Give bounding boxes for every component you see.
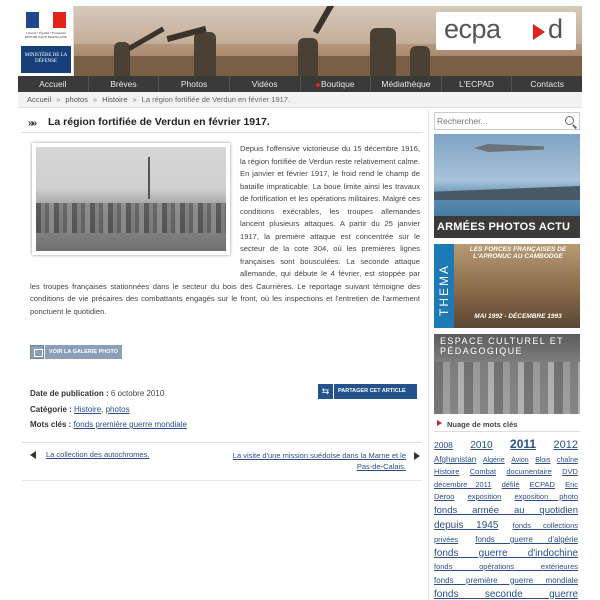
double-chevron-icon: »» (28, 118, 36, 129)
tag-link[interactable]: exposition photo (514, 492, 578, 501)
gallery-button[interactable]: VOIR LA GALERIE PHOTO (30, 345, 122, 359)
ecpad-logo[interactable]: ecpa d (436, 12, 576, 50)
pub-date: 6 octobre 2010 (110, 389, 165, 398)
tag-link[interactable]: 2008 (434, 440, 453, 450)
tag-link[interactable]: défilé (501, 479, 520, 489)
tag-link[interactable]: fonds collections (512, 521, 578, 530)
nav-boutique[interactable]: Boutique (301, 76, 372, 92)
arrow-right-icon (414, 452, 420, 460)
play-icon (533, 24, 545, 40)
breadcrumb-histoire[interactable]: Histoire (102, 95, 128, 104)
tag-link[interactable]: fonds première guerre mondiale (434, 575, 578, 585)
tag-link[interactable]: Combat (469, 467, 497, 476)
category-photos[interactable]: photos (105, 404, 130, 414)
promo-armees-photos-actu[interactable]: ARMÉES PHOTOS ACTU (434, 134, 580, 238)
nav-photos[interactable]: Photos (159, 76, 230, 92)
nav-contacts[interactable]: Contacts (530, 79, 564, 89)
promo-thema-cambodge[interactable]: THEMA LES FORCES FRANÇAISES DE L'APRONUC AU CAMBODGE MAI 1992 - DÉCEMBRE 1993 (434, 244, 580, 328)
tag-row (434, 546, 580, 561)
tag-link[interactable]: documentaire (506, 467, 552, 476)
ministry-logo[interactable]: Liberté • Égalité • Fraternité RÉPUBLIQUE FRANÇAISE MINISTÈRE DE LA DÉFENSE (18, 6, 74, 76)
nav-mediatheque[interactable]: Médiathèque (371, 76, 442, 92)
tag-link[interactable]: Deroo (434, 492, 455, 501)
search-box (434, 112, 580, 130)
tag-link[interactable]: fonds armée au quotidien (434, 504, 578, 516)
tag-link[interactable]: fonds guerre d'algérie (475, 535, 578, 544)
tag-link[interactable]: fonds seconde guerre (434, 588, 578, 600)
tag-link[interactable]: fonds opérations extérieures (434, 562, 578, 571)
tag-row (434, 561, 580, 574)
tag-link[interactable]: ECPAD (529, 479, 555, 489)
search-input[interactable] (437, 114, 557, 128)
breadcrumb: Accueil » photos » Histoire » La région fortifiée de Verdun en février 1917. (18, 92, 582, 108)
tag-link[interactable]: Eric (565, 479, 578, 489)
breadcrumb-photos[interactable]: photos (65, 95, 88, 104)
tag-link[interactable]: depuis 1945 (434, 520, 499, 531)
tag-row (434, 436, 580, 453)
tag-row (434, 479, 580, 492)
tag-row (434, 518, 580, 533)
arrow-left-icon (30, 451, 36, 459)
sidebar (432, 110, 582, 600)
header-banner (18, 6, 582, 76)
search-icon[interactable] (565, 116, 574, 125)
share-button[interactable]: ⇆ PARTAGER CET ARTICLE (318, 384, 417, 399)
tag-link[interactable]: 2011 (510, 437, 537, 451)
tag-link[interactable]: exposition (467, 492, 502, 501)
tag-cloud (434, 436, 580, 600)
tag-row (434, 453, 580, 466)
tag-link[interactable]: décembre 2011 (434, 479, 492, 489)
breadcrumb-accueil[interactable]: Accueil (27, 95, 52, 104)
article-body: Depuis l'offensive victorieuse du 15 décembre 1916, la région fortifiée de Verdun reste relativement calme. En janvier et février 1917, le froid rend le champ de bataille impraticable. La boue limite ainsi les travaux de fortification et les opérations militaires. Malgré ces conditions exécrables, les troupes allemandes lancent plusieurs attaques. A partir du 25 janvier 1917, la première attaque est concentrée sur le secteur de la cote 304, où les premières lignes françaises sont bousculées. La seconde attaque allemande, qui débute le 4 février, est stoppée par les troupes françaises stationnées dans le secteur du bois des Caurrières. Le reportage suivant témoigne des conditions de vie précaires des combattants engagés sur le front, où les inspections et l'entretien de l'armement ponctuent le quotidien. (30, 144, 420, 316)
tag-cloud-heading: Nuage de mots clés (434, 418, 580, 432)
keyword-link[interactable]: fonds première guerre mondiale (73, 420, 187, 429)
share-icon: ⇆ (318, 384, 333, 399)
triangle-icon (437, 420, 442, 426)
tag-row (434, 504, 580, 519)
article-title-bar (22, 113, 422, 133)
cart-dot-icon (316, 83, 320, 87)
tag-link[interactable]: fonds guerre d'indochine (434, 548, 578, 559)
nav-accueil[interactable]: Accueil (18, 76, 89, 92)
nav-videos[interactable]: Vidéos (230, 76, 301, 92)
tag-row (434, 533, 580, 546)
promo-espace-culturel[interactable]: ESPACE CULTUREL ET PÉDAGOGIQUE (434, 334, 580, 414)
article-meta: Date de publication : 6 octobre 2010 Catégorie : Histoire, photos Mots clés : fonds première guerre mondiale (30, 389, 187, 429)
tag-link[interactable]: chaîne (556, 457, 578, 464)
category-histoire[interactable]: Histoire (74, 404, 102, 414)
main-nav (18, 76, 582, 92)
tag-row (434, 466, 580, 479)
nav-breves[interactable]: Brèves (89, 76, 160, 92)
tag-link[interactable]: Afghanistan (434, 455, 477, 464)
article-column (18, 110, 426, 600)
tag-link[interactable]: DVD (562, 467, 578, 476)
tag-row (434, 587, 580, 600)
gallery-icon (30, 345, 44, 359)
tag-link[interactable]: Avion (511, 457, 529, 464)
tag-link[interactable]: 2012 (553, 439, 578, 451)
tag-link[interactable]: Blois (535, 457, 551, 464)
next-article-link[interactable]: La visite d'une mission suédoise dans la Marne et le Pas-de-Calais. (230, 450, 420, 472)
nav-ecpad[interactable]: L'ECPAD (442, 76, 513, 92)
article-pagination (30, 450, 420, 480)
tag-row (434, 574, 580, 587)
tag-row (434, 491, 580, 504)
ministry-name: MINISTÈRE DE LA DÉFENSE (21, 46, 71, 73)
tag-link[interactable]: Algérie (482, 457, 505, 464)
tag-link[interactable]: 2010 (470, 440, 493, 451)
page (18, 6, 582, 600)
tag-link[interactable]: privées (434, 535, 459, 544)
prev-article-link[interactable]: La collection des autochromes. (30, 450, 149, 459)
page-title: La région fortifiée de Verdun en février 1917. (48, 116, 270, 128)
breadcrumb-current: La région fortifiée de Verdun en février 1917. (141, 95, 291, 104)
tag-link[interactable]: Histoire (434, 467, 460, 476)
